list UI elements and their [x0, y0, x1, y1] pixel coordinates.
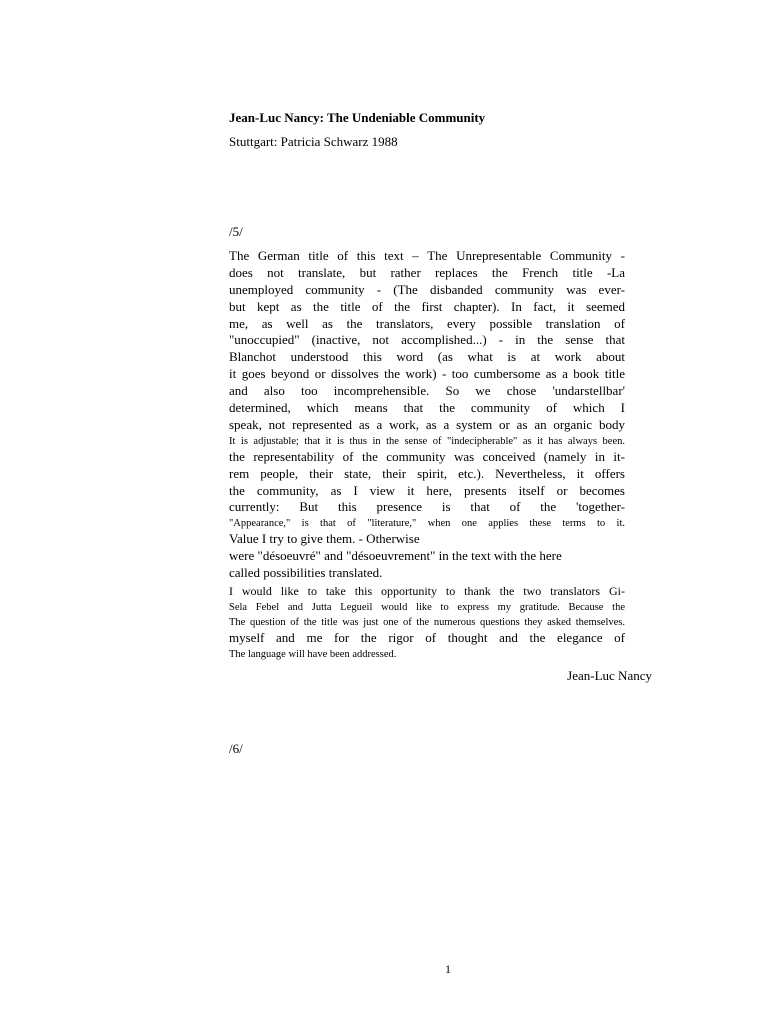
page-marker-start: /5/	[229, 224, 243, 239]
page-marker-next: /6/	[229, 741, 243, 756]
text-line: the community, as I view it here, presents itself or becomes	[229, 482, 625, 498]
author-signature: Jean-Luc Nancy	[567, 668, 652, 683]
text-line: speak, not represented as a work, as a system or as an organic body	[229, 416, 625, 432]
text-line: It is adjustable; that it is thus in the sense of "indecipherable" as it has always been.	[229, 435, 625, 447]
text-line: The German title of this text – The Unrepresentable Community -	[229, 248, 625, 263]
text-line: I would like to take this opportunity to thank the two translators Gi-	[229, 584, 625, 598]
text-line: myself and me for the rigor of thought and the elegance of	[229, 630, 625, 645]
text-line: and also too incomprehensible. So we chose 'undarstellbar'	[229, 383, 625, 399]
text-line: determined, which means that the community of which I	[229, 400, 625, 416]
text-line: rem people, their state, their spirit, etc.). Nevertheless, it offers	[229, 465, 625, 481]
document-title: Jean-Luc Nancy: The Undeniable Community	[229, 110, 486, 125]
publication-info: Stuttgart: Patricia Schwarz 1988	[229, 134, 398, 149]
text-line: me, as well as the translators, every possible translation of	[229, 315, 625, 331]
text-line: "Appearance," is that of "literature," when one applies these terms to it.	[229, 518, 625, 530]
page-number: 1	[445, 962, 451, 976]
text-line: but kept as the title of the first chapter). In fact, it seemed	[229, 298, 625, 314]
text-line: unemployed community - (The disbanded community was ever-	[229, 281, 625, 297]
text-line: The language will have been addressed.	[229, 648, 397, 660]
text-line: Value I try to give them. - Otherwise	[229, 531, 420, 547]
text-line: Blanchot understood this word (as what is at work about	[229, 349, 625, 365]
text-line: were "désoeuvré" and "désoeuvrement" in the text with the here	[229, 548, 562, 564]
text-line: does not translate, but rather replaces the French title -La	[229, 264, 625, 280]
text-line: The question of the title was just one of the numerous questions they asked themselves.	[229, 617, 625, 628]
text-line: called possibilities translated.	[229, 565, 383, 581]
paragraph-acknowledgement	[229, 583, 625, 662]
paragraph-main	[229, 248, 625, 582]
text-line: "unoccupied" (inactive, not accomplished...) - in the sense that	[229, 332, 625, 348]
text-line: it goes beyond or dissolves the work) - too cumbersome as a book title	[229, 366, 625, 382]
text-line: the representability of the community was conceived (namely in it-	[229, 448, 625, 464]
text-line: Sela Febel and Jutta Legueil would like to express my gratitude. Because the	[229, 602, 625, 613]
text-line: currently: But this presence is that of the 'together-	[229, 499, 625, 515]
